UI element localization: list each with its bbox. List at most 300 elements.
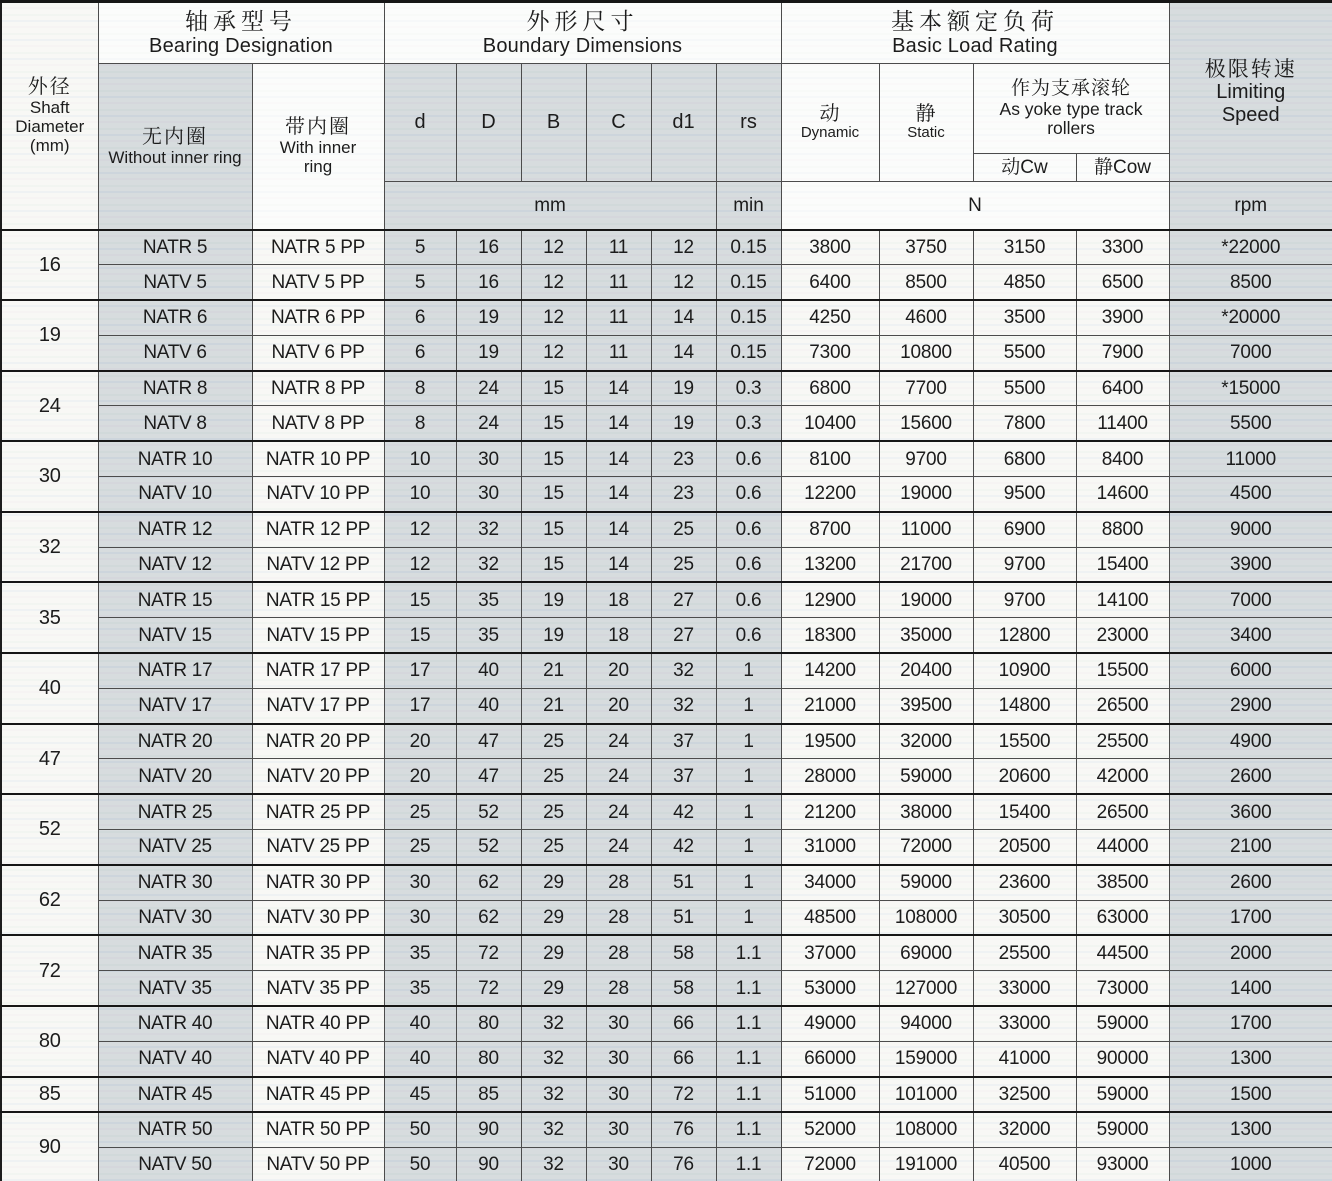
header-boundary-dimensions-zh: 外形尺寸 [526,7,639,34]
cell-dim-C: 11 [586,335,651,370]
cell-designation-with-ring: NATV 8 PP [252,406,384,441]
cell-dim-rs: 1.1 [716,1041,781,1076]
cell-dim-d: 40 [384,1006,456,1041]
cell-dim-d: 10 [384,441,456,476]
cell-dim-d: 20 [384,759,456,794]
cell-load-cow: 59000 [1076,1112,1169,1147]
cell-designation-with-ring: NATR 20 PP [252,724,384,759]
cell-limiting-speed: 1700 [1169,1006,1332,1041]
header-shaft-diameter-zh: 外径 [27,76,72,98]
cell-limiting-speed: 1400 [1169,971,1332,1006]
header-shaft-diameter [1,2,98,230]
cell-limiting-speed: *20000 [1169,300,1332,335]
shaft-diameter-cell: 80 [1,1006,98,1077]
cell-designation-with-ring: NATR 15 PP [252,582,384,617]
cell-load-cw: 32000 [973,1112,1076,1147]
cell-load-cow: 26500 [1076,794,1169,829]
table-row [1,1006,1332,1041]
cell-load-dynamic: 8700 [781,512,879,547]
cell-dim-d: 15 [384,618,456,653]
cell-dim-rs: 0.6 [716,547,781,582]
shaft-diameter-cell: 85 [1,1077,98,1112]
header-dynamic-en: Dynamic [800,124,860,142]
cell-load-dynamic: 12900 [781,582,879,617]
cell-dim-d1: 42 [651,830,716,865]
cell-limiting-speed: 1500 [1169,1077,1332,1112]
cell-dim-rs: 1.1 [716,971,781,1006]
table-row [1,1147,1332,1181]
cell-dim-B: 12 [521,265,586,300]
cell-load-cw: 33000 [973,971,1076,1006]
cell-dim-rs: 0.6 [716,477,781,512]
cell-designation-with-ring: NATR 35 PP [252,935,384,970]
cell-limiting-speed: 3900 [1169,547,1332,582]
cell-load-static: 19000 [879,582,973,617]
header-basic-load-rating-zh: 基本额定负荷 [891,7,1060,34]
cell-dim-rs: 1 [716,688,781,723]
header-dynamic-cw: 动Cw [973,154,1076,182]
cell-load-dynamic: 21000 [781,688,879,723]
cell-dim-rs: 0.15 [716,335,781,370]
cell-dim-B: 25 [521,759,586,794]
cell-load-static: 159000 [879,1041,973,1076]
cell-limiting-speed: 7000 [1169,335,1332,370]
cell-dim-C: 24 [586,724,651,759]
cell-limiting-speed: 1300 [1169,1041,1332,1076]
cell-dim-d1: 32 [651,688,716,723]
cell-load-cow: 14100 [1076,582,1169,617]
cell-limiting-speed: 2900 [1169,688,1332,723]
cell-dim-D: 80 [456,1006,521,1041]
shaft-diameter-cell: 24 [1,371,98,442]
cell-dim-rs: 0.15 [716,265,781,300]
header-without-inner-ring-zh: 无内圈 [142,125,208,148]
header-boundary-dimensions [384,2,781,64]
cell-load-cow: 42000 [1076,759,1169,794]
cell-designation-with-ring: NATV 20 PP [252,759,384,794]
cell-designation-without-ring: NATR 35 [98,935,252,970]
cell-designation-without-ring: NATR 17 [98,653,252,688]
cell-dim-B: 32 [521,1077,586,1112]
cell-designation-without-ring: NATV 6 [98,335,252,370]
cell-dim-rs: 1 [716,900,781,935]
cell-dim-C: 14 [586,547,651,582]
cell-dim-D: 35 [456,582,521,617]
header-limiting-speed [1169,2,1332,182]
cell-dim-C: 30 [586,1112,651,1147]
cell-dim-d1: 66 [651,1006,716,1041]
cell-dim-d1: 27 [651,582,716,617]
cell-dim-rs: 1.1 [716,1147,781,1181]
cell-dim-B: 15 [521,371,586,406]
cell-designation-with-ring: NATV 10 PP [252,477,384,512]
cell-dim-C: 30 [586,1077,651,1112]
header-with-inner-ring-en: With inner ring [279,138,357,177]
table-row [1,441,1332,476]
cell-load-static: 19000 [879,477,973,512]
table-row [1,477,1332,512]
table-header [1,2,1332,230]
cell-dim-C: 14 [586,441,651,476]
cell-dim-D: 32 [456,512,521,547]
cell-dim-D: 24 [456,371,521,406]
cell-dim-d1: 14 [651,300,716,335]
cell-designation-without-ring: NATR 25 [98,794,252,829]
cell-dim-d: 50 [384,1112,456,1147]
header-unit-min: min [716,182,781,230]
cell-load-cw: 3500 [973,300,1076,335]
cell-dim-d: 30 [384,900,456,935]
table-row [1,724,1332,759]
table-row [1,900,1332,935]
cell-designation-without-ring: NATR 40 [98,1006,252,1041]
cell-dim-C: 14 [586,512,651,547]
cell-load-static: 101000 [879,1077,973,1112]
cell-dim-d: 35 [384,971,456,1006]
table-body [1,230,1332,1181]
cell-dim-B: 15 [521,477,586,512]
cell-load-cow: 8400 [1076,441,1169,476]
table-row [1,1041,1332,1076]
cell-dim-C: 18 [586,618,651,653]
header-with-inner-ring-zh: 带内圈 [285,116,351,139]
header-bearing-designation [98,2,384,64]
table-row [1,1112,1332,1147]
cell-load-static: 15600 [879,406,973,441]
cell-dim-D: 30 [456,477,521,512]
cell-limiting-speed: 1000 [1169,1147,1332,1181]
header-limiting-speed-zh: 极限转速 [1204,57,1297,81]
cell-dim-D: 30 [456,441,521,476]
cell-dim-D: 19 [456,300,521,335]
cell-limiting-speed: 2000 [1169,935,1332,970]
cell-dim-d: 45 [384,1077,456,1112]
cell-designation-without-ring: NATR 10 [98,441,252,476]
shaft-diameter-cell: 72 [1,935,98,1006]
cell-dim-d: 6 [384,335,456,370]
cell-limiting-speed: 4500 [1169,477,1332,512]
cell-dim-D: 40 [456,653,521,688]
cell-designation-without-ring: NATV 12 [98,547,252,582]
cell-dim-D: 16 [456,230,521,265]
header-shaft-diameter-en: Shaft Diameter (mm) [15,98,85,156]
cell-designation-without-ring: NATV 10 [98,477,252,512]
cell-load-cow: 3300 [1076,230,1169,265]
cell-load-cw: 20500 [973,830,1076,865]
cell-dim-d1: 58 [651,971,716,1006]
cell-load-static: 8500 [879,265,973,300]
cell-dim-B: 15 [521,512,586,547]
cell-designation-with-ring: NATR 40 PP [252,1006,384,1041]
cell-designation-with-ring: NATR 25 PP [252,794,384,829]
cell-load-dynamic: 28000 [781,759,879,794]
cell-designation-with-ring: NATV 5 PP [252,265,384,300]
cell-dim-D: 40 [456,688,521,723]
cell-designation-without-ring: NATV 50 [98,1147,252,1181]
cell-load-static: 7700 [879,371,973,406]
header-without-inner-ring [98,64,252,230]
cell-designation-without-ring: NATR 50 [98,1112,252,1147]
table-row [1,935,1332,970]
cell-designation-with-ring: NATR 5 PP [252,230,384,265]
cell-load-static: 72000 [879,830,973,865]
cell-limiting-speed: 5500 [1169,406,1332,441]
cell-dim-d1: 32 [651,653,716,688]
cell-dim-d1: 23 [651,441,716,476]
cell-load-cw: 9700 [973,582,1076,617]
cell-load-static: 20400 [879,653,973,688]
cell-dim-C: 14 [586,406,651,441]
cell-dim-rs: 0.15 [716,230,781,265]
table-row [1,582,1332,617]
header-with-inner-ring [252,64,384,230]
cell-designation-without-ring: NATV 35 [98,971,252,1006]
cell-load-cow: 6400 [1076,371,1169,406]
cell-dim-C: 30 [586,1041,651,1076]
cell-dim-rs: 0.3 [716,371,781,406]
cell-dim-B: 32 [521,1041,586,1076]
cell-designation-with-ring: NATR 10 PP [252,441,384,476]
cell-dim-C: 11 [586,300,651,335]
cell-designation-without-ring: NATR 15 [98,582,252,617]
cell-dim-d1: 14 [651,335,716,370]
cell-dim-d1: 25 [651,547,716,582]
cell-dim-rs: 1.1 [716,1006,781,1041]
cell-load-dynamic: 72000 [781,1147,879,1181]
cell-dim-d1: 37 [651,724,716,759]
header-unit-rpm: rpm [1169,182,1332,230]
cell-dim-d1: 76 [651,1112,716,1147]
shaft-diameter-cell: 32 [1,512,98,583]
cell-dim-d1: 51 [651,900,716,935]
shaft-diameter-cell: 30 [1,441,98,512]
cell-dim-rs: 0.6 [716,512,781,547]
cell-dim-rs: 1 [716,830,781,865]
cell-load-static: 32000 [879,724,973,759]
table-row [1,830,1332,865]
cell-load-static: 94000 [879,1006,973,1041]
cell-designation-without-ring: NATR 6 [98,300,252,335]
cell-load-static: 39500 [879,688,973,723]
header-without-inner-ring-en: Without inner ring [108,147,242,167]
cell-load-static: 69000 [879,935,973,970]
cell-load-cw: 41000 [973,1041,1076,1076]
cell-designation-with-ring: NATV 50 PP [252,1147,384,1181]
cell-dim-C: 24 [586,830,651,865]
cell-load-cw: 30500 [973,900,1076,935]
table-row [1,265,1332,300]
shaft-diameter-cell: 90 [1,1112,98,1181]
cell-load-cw: 3150 [973,230,1076,265]
cell-load-static: 127000 [879,971,973,1006]
cell-dim-B: 19 [521,582,586,617]
cell-load-dynamic: 48500 [781,900,879,935]
header-limiting-speed-en: Limiting Speed [1216,81,1286,126]
cell-load-dynamic: 14200 [781,653,879,688]
cell-dim-D: 35 [456,618,521,653]
header-boundary-dimensions-en: Boundary Dimensions [482,34,683,57]
cell-designation-with-ring: NATV 15 PP [252,618,384,653]
cell-designation-with-ring: NATR 30 PP [252,865,384,900]
shaft-diameter-cell: 47 [1,724,98,795]
cell-load-cw: 14800 [973,688,1076,723]
cell-limiting-speed: 11000 [1169,441,1332,476]
cell-dim-d1: 72 [651,1077,716,1112]
cell-load-cw: 5500 [973,371,1076,406]
cell-dim-B: 29 [521,935,586,970]
shaft-diameter-cell: 35 [1,582,98,653]
cell-dim-d1: 19 [651,406,716,441]
cell-dim-d1: 19 [651,371,716,406]
table-row [1,547,1332,582]
cell-dim-C: 30 [586,1147,651,1181]
cell-dim-rs: 0.15 [716,300,781,335]
header-basic-load-rating [781,2,1169,64]
table-row [1,688,1332,723]
cell-dim-d1: 66 [651,1041,716,1076]
cell-load-cw: 10900 [973,653,1076,688]
header-unit-N: N [781,182,1169,230]
cell-load-dynamic: 66000 [781,1041,879,1076]
cell-dim-B: 15 [521,547,586,582]
cell-limiting-speed: 2100 [1169,830,1332,865]
cell-limiting-speed: 8500 [1169,265,1332,300]
cell-dim-B: 21 [521,688,586,723]
shaft-diameter-cell: 52 [1,794,98,865]
cell-limiting-speed: 1700 [1169,900,1332,935]
cell-dim-rs: 0.6 [716,582,781,617]
cell-load-static: 108000 [879,1112,973,1147]
cell-dim-d: 5 [384,265,456,300]
cell-load-cow: 15500 [1076,653,1169,688]
cell-load-dynamic: 6400 [781,265,879,300]
cell-load-cw: 23600 [973,865,1076,900]
cell-limiting-speed: 3600 [1169,794,1332,829]
cell-load-cw: 15500 [973,724,1076,759]
cell-dim-d: 12 [384,512,456,547]
table-row [1,759,1332,794]
cell-dim-rs: 1.1 [716,1077,781,1112]
cell-dim-d: 6 [384,300,456,335]
cell-load-dynamic: 21200 [781,794,879,829]
cell-designation-without-ring: NATV 20 [98,759,252,794]
cell-load-cw: 15400 [973,794,1076,829]
table-row [1,230,1332,265]
cell-load-cw: 4850 [973,265,1076,300]
cell-load-dynamic: 3800 [781,230,879,265]
cell-dim-rs: 1 [716,865,781,900]
cell-dim-d: 5 [384,230,456,265]
cell-designation-with-ring: NATR 50 PP [252,1112,384,1147]
header-dim-rs: rs [716,64,781,182]
cell-designation-with-ring: NATV 6 PP [252,335,384,370]
header-dim-d: d [384,64,456,182]
cell-load-static: 3750 [879,230,973,265]
cell-dim-D: 62 [456,900,521,935]
table-row [1,371,1332,406]
cell-designation-with-ring: NATR 45 PP [252,1077,384,1112]
cell-dim-D: 72 [456,935,521,970]
cell-limiting-speed: 2600 [1169,759,1332,794]
cell-load-cw: 20600 [973,759,1076,794]
cell-dim-B: 29 [521,865,586,900]
cell-load-dynamic: 53000 [781,971,879,1006]
cell-dim-B: 32 [521,1147,586,1181]
cell-dim-D: 62 [456,865,521,900]
header-yoke-track-rollers [973,64,1169,154]
cell-dim-D: 80 [456,1041,521,1076]
cell-dim-d1: 58 [651,935,716,970]
cell-designation-without-ring: NATV 25 [98,830,252,865]
cell-dim-D: 19 [456,335,521,370]
cell-dim-C: 18 [586,582,651,617]
cell-dim-d: 25 [384,794,456,829]
cell-designation-without-ring: NATV 40 [98,1041,252,1076]
cell-load-static: 11000 [879,512,973,547]
cell-dim-D: 90 [456,1147,521,1181]
cell-load-cow: 8800 [1076,512,1169,547]
header-dim-C: C [586,64,651,182]
header-static-zh: 静 [915,102,937,125]
cell-dim-D: 24 [456,406,521,441]
cell-dim-D: 85 [456,1077,521,1112]
cell-dim-rs: 1.1 [716,935,781,970]
cell-dim-d: 12 [384,547,456,582]
cell-designation-with-ring: NATR 12 PP [252,512,384,547]
cell-load-cow: 44500 [1076,935,1169,970]
cell-load-cow: 15400 [1076,547,1169,582]
cell-dim-D: 90 [456,1112,521,1147]
cell-load-dynamic: 10400 [781,406,879,441]
header-yoke-zh: 作为支承滚轮 [1011,78,1132,100]
cell-dim-d: 30 [384,865,456,900]
cell-dim-D: 47 [456,724,521,759]
cell-load-cow: 3900 [1076,300,1169,335]
cell-dim-B: 25 [521,830,586,865]
cell-load-dynamic: 18300 [781,618,879,653]
cell-designation-with-ring: NATV 30 PP [252,900,384,935]
cell-load-static: 10800 [879,335,973,370]
cell-load-dynamic: 52000 [781,1112,879,1147]
cell-dim-D: 47 [456,759,521,794]
cell-dim-d: 35 [384,935,456,970]
cell-load-cow: 11400 [1076,406,1169,441]
cell-dim-rs: 0.3 [716,406,781,441]
cell-dim-rs: 0.6 [716,441,781,476]
cell-load-static: 108000 [879,900,973,935]
cell-dim-d: 25 [384,830,456,865]
cell-limiting-speed: 4900 [1169,724,1332,759]
header-yoke-en: As yoke type track rollers [999,98,1143,139]
cell-dim-C: 24 [586,759,651,794]
table-row [1,335,1332,370]
cell-load-cow: 90000 [1076,1041,1169,1076]
cell-limiting-speed: 1300 [1169,1112,1332,1147]
cell-designation-without-ring: NATR 5 [98,230,252,265]
cell-load-cw: 33000 [973,1006,1076,1041]
cell-designation-without-ring: NATR 20 [98,724,252,759]
cell-dim-B: 21 [521,653,586,688]
cell-designation-with-ring: NATV 17 PP [252,688,384,723]
shaft-diameter-cell: 40 [1,653,98,724]
header-bearing-designation-en: Bearing Designation [149,34,333,57]
cell-designation-with-ring: NATR 8 PP [252,371,384,406]
cell-load-dynamic: 34000 [781,865,879,900]
cell-load-cw: 6900 [973,512,1076,547]
cell-load-static: 9700 [879,441,973,476]
cell-designation-without-ring: NATV 15 [98,618,252,653]
table-row [1,653,1332,688]
